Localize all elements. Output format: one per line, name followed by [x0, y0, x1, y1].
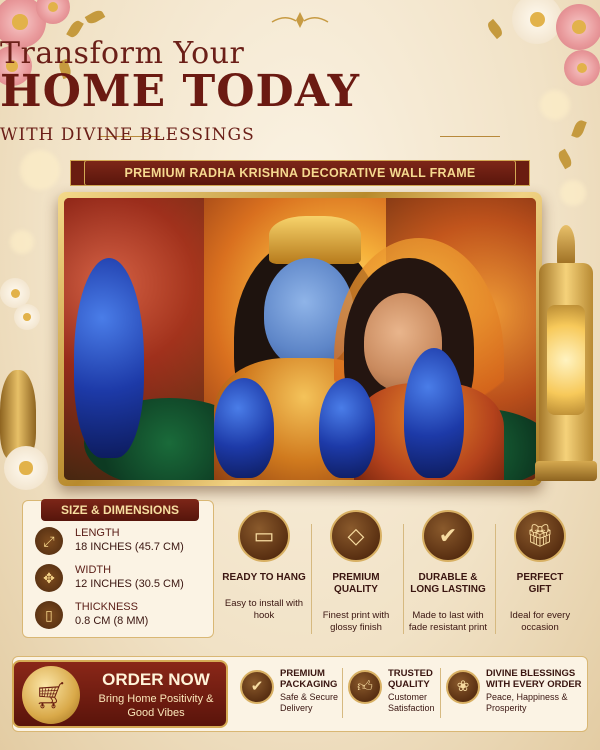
peacock-figure — [74, 258, 144, 458]
headline-line1: Transform Your — [0, 36, 245, 71]
peacock-figure — [319, 378, 375, 478]
feature-desc: Easy to install with hook — [224, 598, 304, 621]
thumbs-up-icon: 👍︎ — [348, 670, 382, 704]
shield-check-icon: ✔ — [422, 510, 474, 562]
feature-desc: Made to last with fade resistant print — [408, 610, 488, 633]
peacock-figure — [214, 378, 274, 478]
gift-icon: 🎁︎ — [514, 510, 566, 562]
cart-icon: 🛒︎ — [22, 666, 80, 724]
headline-main: HOME TODAY — [0, 66, 361, 117]
size-value: 12 INCHES (30.5 CM) — [75, 578, 184, 590]
flower-decoration — [4, 446, 48, 490]
package-check-icon: ✔ — [240, 670, 274, 704]
lotus-icon: ❀ — [446, 670, 480, 704]
badge-trusted-quality — [348, 664, 440, 724]
frame-hook-icon: ▭ — [238, 510, 290, 562]
bokeh-light — [560, 180, 586, 206]
badge-premium-packaging — [240, 664, 340, 724]
divider — [342, 668, 343, 718]
feature-desc: Finest print with glossy finish — [322, 610, 390, 633]
size-panel-title: SIZE & DIMENSIONS — [41, 499, 199, 521]
feature-durable — [404, 510, 492, 640]
badge-title: TRUSTED QUALITY — [388, 668, 433, 690]
badge-desc: Peace, Happiness & Prosperity — [486, 692, 568, 713]
ornament-icon — [270, 10, 330, 32]
product-ribbon: PREMIUM RADHA KRISHNA DECORATIVE WALL FRAME — [84, 160, 516, 186]
feature-desc: Ideal for every occasion — [509, 610, 571, 633]
thickness-icon: ▯ — [35, 601, 63, 629]
badge-title: PREMIUM PACKAGING — [280, 668, 338, 690]
feature-list — [220, 510, 584, 640]
feature-perfect-gift — [496, 510, 584, 640]
leaf-decoration — [85, 8, 106, 26]
feature-premium-quality — [312, 510, 400, 640]
order-now-button[interactable] — [12, 660, 228, 728]
badge-desc: Safe & Secure Delivery — [280, 692, 339, 713]
size-label: THICKNESS — [75, 601, 138, 613]
divider — [440, 668, 441, 718]
radha-krishna-artwork — [64, 198, 536, 480]
feature-title: PERFECT GIFT — [516, 572, 564, 595]
feature-title: DURABLE & LONG LASTING — [410, 572, 486, 595]
feature-title: READY TO HANG — [222, 572, 306, 583]
feature-title: PREMIUM QUALITY — [332, 572, 380, 595]
size-value: 18 INCHES (45.7 CM) — [75, 541, 184, 553]
divider — [440, 136, 500, 137]
badge-divine-blessings — [446, 664, 586, 724]
wall-frame-product — [58, 192, 542, 486]
diamond-icon: ◇ — [330, 510, 382, 562]
arrows-expand-icon: ✥ — [35, 564, 63, 592]
badge-title: DIVINE BLESSINGS WITH EVERY ORDER — [486, 668, 582, 690]
headline-line3: WITH DIVINE BLESSINGS — [0, 125, 255, 145]
leaf-decoration — [556, 149, 574, 170]
flower-decoration — [14, 304, 40, 330]
size-label: WIDTH — [75, 564, 112, 576]
arrows-diagonal-icon: ⤢ — [35, 527, 63, 555]
krishna-crown — [269, 216, 361, 264]
badge-desc: Customer Satisfaction — [388, 692, 435, 713]
size-dimensions-panel — [22, 500, 214, 638]
bokeh-light — [20, 150, 60, 190]
bokeh-light — [10, 230, 34, 254]
lantern-decoration — [535, 225, 597, 495]
order-title: ORDER NOW — [102, 670, 210, 689]
feature-ready-to-hang — [220, 510, 308, 640]
order-subtitle: Bring Home Positivity & Good Vibes — [98, 693, 214, 719]
peacock-figure — [404, 348, 464, 478]
size-label: LENGTH — [75, 527, 120, 539]
size-value: 0.8 CM (8 MM) — [75, 615, 149, 627]
